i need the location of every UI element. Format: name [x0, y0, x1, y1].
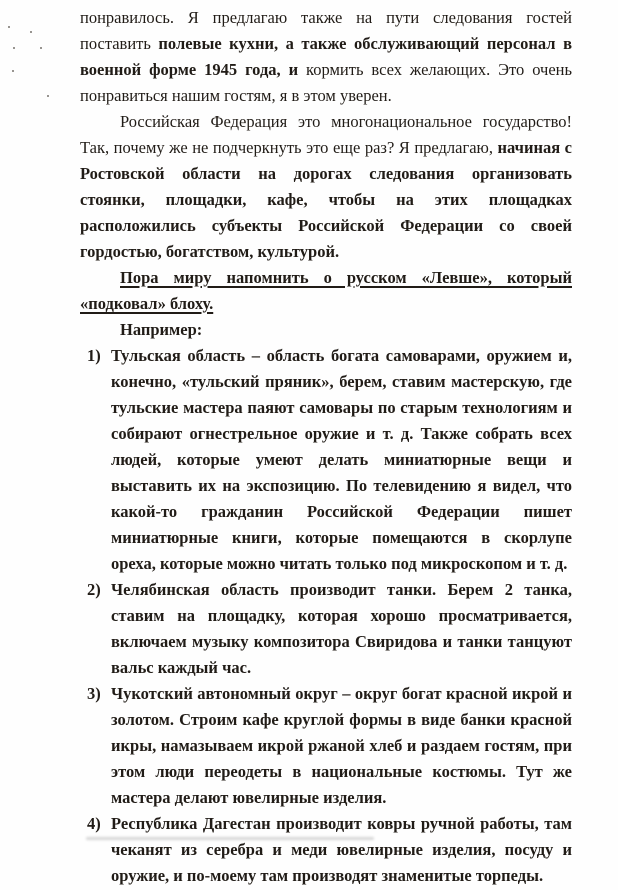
scan-artifact-dot — [13, 47, 15, 49]
scan-artifact-dot — [30, 31, 32, 33]
list-item-text: Республика Дагестан производит ковры ручной работы, там чеканят из серебра и меди ювелирные изделия, посуду и оружие, и по-моему там производят знаменитые торпеды. — [111, 814, 572, 885]
list-item-number: 2) — [87, 580, 101, 599]
scan-artifact-dot — [47, 95, 49, 97]
list-item-chukotka — [80, 681, 572, 811]
list-item-number: 1) — [87, 346, 101, 365]
text-segment: Российская Федерация это многонациональное государство! Так, почему же не подчеркнуть это еще раз? Я предлагаю, — [80, 112, 572, 157]
list-item-number: 4) — [87, 814, 101, 833]
list-item-tula — [80, 343, 572, 577]
text-segment: Например: — [120, 320, 203, 339]
document-content — [80, 5, 572, 889]
paragraph-federation — [80, 109, 572, 265]
scan-artifact-dot — [12, 70, 14, 72]
list-item-text: Челябинская область производит танки. Берем 2 танка, ставим на площадку, которая хорошо просматривается, включаем музыку композитора Свиридова и танки танцуют вальс каждый час. — [111, 580, 572, 677]
list-item-number: 3) — [87, 684, 101, 703]
list-item-chelyabinsk — [80, 577, 572, 681]
paragraph-continuation — [80, 5, 572, 109]
heading-levsha — [80, 265, 572, 317]
example-label — [80, 317, 572, 343]
scan-smudge — [86, 837, 374, 840]
list-item-dagestan — [80, 811, 572, 889]
scan-artifact-dot — [8, 26, 10, 28]
list-item-text: Тульская область – область богата самоварами, оружием и, конечно, «тульский пряник», берем, ставим мастерскую, где тульские мастера паяют самовары по старым технологиям и собирают огнестрельное оружие и т. д. Также собрать всех людей, которые умеют делать миниатюрные вещи и выставить их на экспозицию. По телевидению я видел, что какой-то гражданин Российской Федерации пишет миниатюрные книги, которые помещаются в скорлупе ореха, которые можно читать только под микроскопом и т. д. — [111, 346, 572, 573]
numbered-list — [80, 343, 572, 889]
scan-artifact-dot — [40, 47, 42, 49]
text-segment: Пора миру напомнить о русском «Левше», который «подковал» блоху. — [80, 268, 572, 313]
list-item-text: Чукотский автономный округ – округ богат красной икрой и золотом. Строим кафе круглой формы в виде банки красной икры, намазываем икрой ржаной хлеб и раздаем гостям, при этом люди переодеты в национальные костюмы. Тут же мастера делают ювелирные изделия. — [111, 684, 572, 807]
text-segment: начиная с Ростовской области на дорогах следования организовать стоянки, площадки, кафе, чтобы на этих площадках расположились субъекты Российской Федерации со своей гордостью, богатством, культурой. — [80, 138, 572, 261]
text-segment: кормить всех желающих. Это очень понравиться нашим гостям, я в этом уверен. — [80, 60, 573, 105]
text-segment: понравилось. Я предлагаю также на пути следования гостей поставить — [80, 8, 572, 53]
text-segment: полевые кухни, а также обслуживающий персонал в военной форме 1945 года, и — [80, 34, 572, 79]
